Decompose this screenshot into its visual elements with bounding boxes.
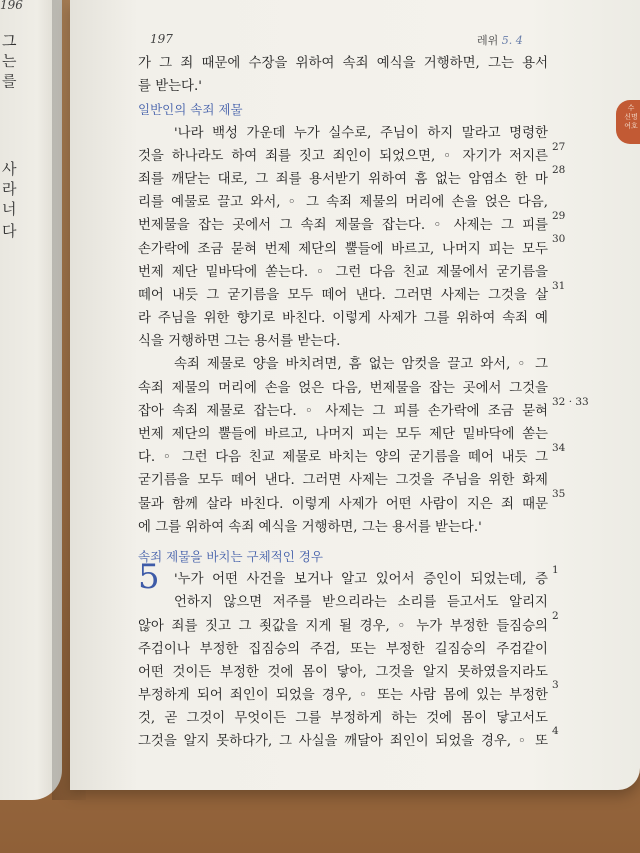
left-page-char: 그 — [2, 32, 17, 50]
text-line: 것, 곧 그것이 무엇이든 그를 부정하게 하는 것에 몸이 닿고서도 — [138, 711, 548, 727]
left-page-char: 를 — [2, 72, 17, 90]
text-line: 않아 죄를 짓고 그 죗값을 지게 될 경우, ◦ 누가 부정한 들짐승의 — [138, 618, 548, 634]
thumb-index-label: 수 신명 여호 — [624, 104, 638, 130]
left-page-char: 사 — [2, 160, 17, 178]
section-heading: 일반인의 속죄 제물 — [138, 102, 243, 118]
left-page-number: 196 — [0, 0, 23, 12]
text-line: 다. ◦ 그런 다음 친교 제물로 바치는 양의 굳기름을 떼어 내듯 그 — [138, 450, 548, 466]
left-page-char: 라 — [2, 180, 17, 198]
verse-number: 35 — [552, 488, 566, 500]
text-line: 에 그를 위하여 속죄 예식을 거행하면, 그는 용서를 받는다.' — [138, 519, 482, 535]
text-line: '누가 어떤 사건을 보거나 알고 있어서 증인이 되었는데, 증 — [174, 572, 548, 588]
text-line: 그것을 알지 못하다가, 그 사실을 깨달아 죄인이 되었을 경우, ◦ 또 — [138, 734, 548, 750]
verse-number: 28 — [552, 164, 566, 176]
text-line: 부정하게 되어 죄인이 되었을 경우, ◦ 또는 사람 몸에 있는 부정한 — [138, 688, 548, 704]
verse-number: 2 — [552, 610, 559, 622]
scripture-text — [138, 52, 548, 754]
text-line: 어떤 것이든 부정한 것에 몸이 닿아, 그것을 알지 못하였을지라도 — [138, 664, 548, 680]
text-line: 식을 거행하면 그는 용서를 받는다. — [138, 334, 341, 350]
text-line: 언하지 않으면 저주를 받으리라는 소리를 듣고서도 알리지 — [174, 595, 548, 611]
text-line: 라 주님을 위한 향기로 바친다. 이렇게 사제가 그를 위하여 속죄 예 — [138, 311, 548, 327]
text-line: 가 그 죄 때문에 수장을 위하여 속죄 예식을 거행하면, 그는 용서 — [138, 56, 548, 71]
left-page-char: 다 — [2, 222, 17, 240]
verse-number: 30 — [552, 233, 566, 245]
text-line: 속죄 제물로 양을 바치려면, 흠 없는 암컷을 끌고 와서, ◦ 그 — [174, 357, 548, 373]
running-head — [477, 32, 523, 48]
chapter-number: 5 — [138, 557, 160, 597]
text-line: 죄를 깨닫는 대로, 그 죄를 용서받기 위하여 흠 없는 암염소 한 마 — [138, 171, 548, 187]
text-line: 굳기름을 모두 떼어 낸다. 그러면 사제는 그것을 주님을 위한 화제 — [138, 473, 548, 489]
page-number: 197 — [150, 32, 173, 46]
text-line: 를 받는다.' — [138, 79, 202, 95]
thumb-index-tab[interactable] — [616, 100, 640, 144]
text-line: 물과 함께 살라 바친다. 이렇게 사제가 어떤 사람이 지은 죄 때문 — [138, 496, 548, 512]
text-line: 잡아 속죄 제물로 잡는다. ◦ 사제는 그 피를 손가락에 조금 묻혀 — [138, 403, 548, 419]
section-heading: 속죄 제물을 바치는 구체적인 경우 — [138, 548, 323, 564]
left-page-char: 는 — [2, 52, 17, 70]
running-head-book: 레위 — [477, 34, 499, 47]
text-line: 떼어 내듯 그 굳기름을 모두 떼어 낸다. 그러면 사제는 그것을 살 — [138, 287, 548, 303]
verse-number: 27 — [552, 141, 566, 153]
text-line: 것을 하나라도 하여 죄를 짓고 죄인이 되었으면, ◦ 자기가 저지른 — [138, 148, 548, 164]
verse-number: 29 — [552, 210, 566, 222]
text-line: 번제물을 잡는 곳에서 그 속죄 제물을 잡는다. ◦ 사제는 그 피를 — [138, 218, 548, 234]
verse-number: 32 · 33 — [552, 396, 589, 408]
text-line: 손가락에 조금 묻혀 번제 제단의 뿔들에 바르고, 나머지 피는 모두 — [138, 241, 548, 257]
text-line: '나라 백성 가운데 누가 실수로, 주님이 하지 말라고 명령한 — [174, 125, 548, 141]
verse-number: 31 — [552, 280, 566, 292]
left-page-char: 너 — [2, 200, 17, 218]
text-line: 번제 제단의 뿔들에 바르고, 나머지 피는 모두 제단 밑바닥에 쏟는 — [138, 427, 548, 442]
text-line: 리를 예물로 끌고 와서, ◦ 그 속죄 제물의 머리에 손을 얹은 다음, — [138, 195, 548, 211]
verse-number: 3 — [552, 679, 559, 691]
text-line: 번제 제단 밑바닥에 쏟는다. ◦ 그런 다음 친교 제물에서 굳기름을 — [138, 264, 548, 280]
verse-number: 1 — [552, 564, 559, 576]
verse-number: 34 — [552, 442, 566, 454]
text-line: 속죄 제물의 머리에 손을 얹은 다음, 번제물을 잡는 곳에서 그것을 — [138, 380, 548, 396]
running-head-ref: 5. 4 — [501, 34, 523, 47]
verse-number: 4 — [552, 725, 559, 737]
text-line: 주검이나 부정한 집짐승의 주검, 또는 부정한 길짐승의 주검같이 — [138, 641, 548, 657]
